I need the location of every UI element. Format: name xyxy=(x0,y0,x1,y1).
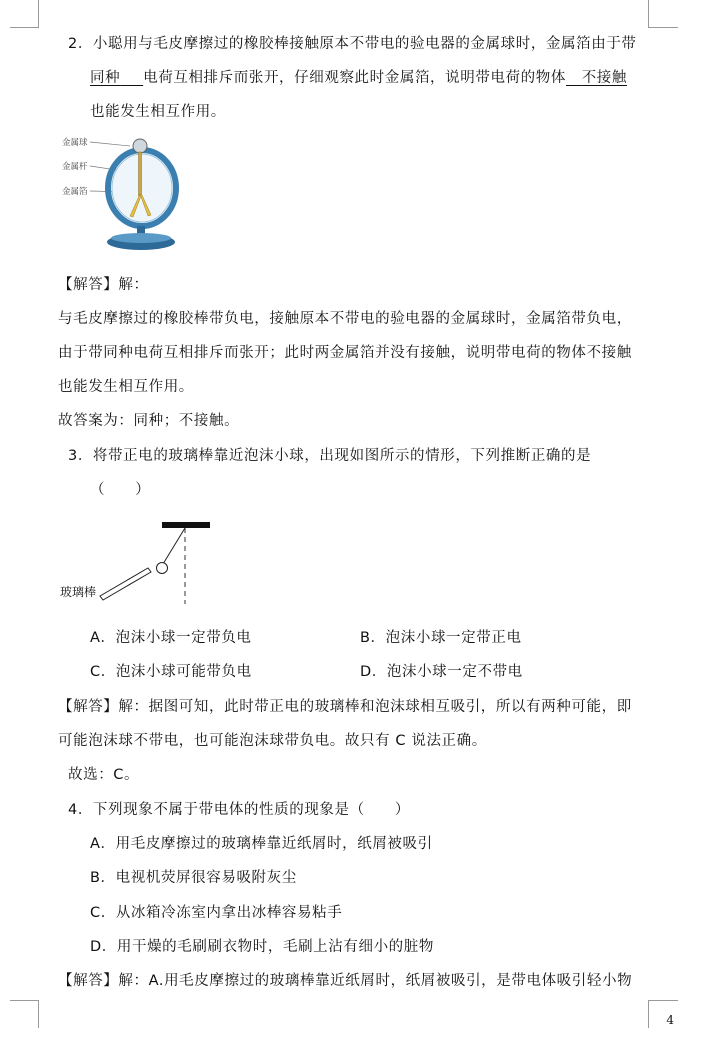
support-bar xyxy=(162,522,210,528)
q3-option-b: B．泡沫小球一定带正电 xyxy=(360,630,522,646)
page-number: 4 xyxy=(666,1013,674,1027)
string xyxy=(163,528,185,564)
q3-solution-line1: 【解答】解：据图可知，此时带正电的玻璃棒和泡沫球相互吸引，所以有两种可能，即 xyxy=(58,699,632,715)
corner-mark-bottom-left xyxy=(38,1000,39,1028)
q4-option-d: D．用干燥的毛刷刷衣物时，毛刷上沾有细小的脏物 xyxy=(90,939,434,955)
glass-rod-label: 玻璃棒 xyxy=(60,585,97,599)
q2-line2-text: 电荷互相排斥而张开，仔细观察此时金属箔，说明带电荷的物体 xyxy=(143,70,566,86)
q2-blank2-answer: 不接触 xyxy=(581,70,627,86)
corner-mark-bottom-right xyxy=(648,1000,649,1028)
q3-line1: 3．将带正电的玻璃棒靠近泡沫小球，出现如图所示的情形，下列推断正确的是 xyxy=(68,448,592,464)
corner-mark-top-right xyxy=(648,0,649,28)
corner-mark-bottom-left-h xyxy=(10,1000,39,1001)
q3-option-a: A．泡沫小球一定带负电 xyxy=(90,630,252,646)
q3-option-c: C．泡沫小球可能带负电 xyxy=(90,664,252,680)
q4-option-b: B．电视机荧屏很容易吸附灰尘 xyxy=(90,870,297,886)
q3-answer: 故选：C。 xyxy=(68,767,140,783)
glass-rod-figure xyxy=(56,516,216,612)
q4-option-a: A．用毛皮摩擦过的玻璃棒靠近纸屑时，纸屑被吸引 xyxy=(90,836,433,852)
q2-line3: 也能发生相互作用。 xyxy=(90,104,226,120)
corner-mark-bottom-right-h xyxy=(648,1000,678,1001)
label-metal-rod: 金属杆 xyxy=(62,162,88,172)
label-metal-ball: 金属球 xyxy=(62,138,88,148)
q3-solution-line2: 可能泡沫球不带电，也可能泡沫球带负电。故只有 C 说法正确。 xyxy=(58,733,487,749)
q3-paren: （ ） xyxy=(90,482,151,498)
corner-mark-top-left xyxy=(38,0,39,28)
foam-ball xyxy=(157,563,168,574)
q2-solution-line1: 与毛皮摩擦过的橡胶棒带负电，接触原本不带电的验电器的金属球时，金属箔带负电， xyxy=(58,311,632,327)
q2-line1: 2．小聪用与毛皮摩擦过的橡胶棒接触原本不带电的验电器的金属球时，金属箔由于带 xyxy=(68,36,637,52)
q4-option-c: C．从冰箱冷冻室内拿出冰棒容易粘手 xyxy=(90,905,343,921)
corner-mark-top-right-h xyxy=(648,27,678,28)
q4-solution-line1: 【解答】解：A.用毛皮摩擦过的玻璃棒靠近纸屑时，纸屑被吸引，是带电体吸引轻小物 xyxy=(58,973,633,989)
q2-blank1-answer: 同种 xyxy=(90,70,121,86)
q4-line1: 4．下列现象不属于带电体的性质的现象是（ ） xyxy=(68,802,411,818)
electroscope-figure xyxy=(60,132,190,256)
glass-rod xyxy=(100,568,151,600)
corner-mark-top-left-h xyxy=(10,27,39,28)
q2-answer: 故答案为：同种；不接触。 xyxy=(58,413,240,429)
q2-solution-head: 【解答】解： xyxy=(58,277,149,293)
q2-line2 xyxy=(90,68,627,88)
q2-solution-line2: 由于带同种电荷互相排斥而张开；此时两金属箔并没有接触，说明带电荷的物体不接触 xyxy=(58,345,632,361)
label-metal-foil: 金属箔 xyxy=(62,187,88,197)
q2-solution-line3: 也能发生相互作用。 xyxy=(58,379,194,395)
q3-option-d: D．泡沫小球一定不带电 xyxy=(360,664,523,680)
